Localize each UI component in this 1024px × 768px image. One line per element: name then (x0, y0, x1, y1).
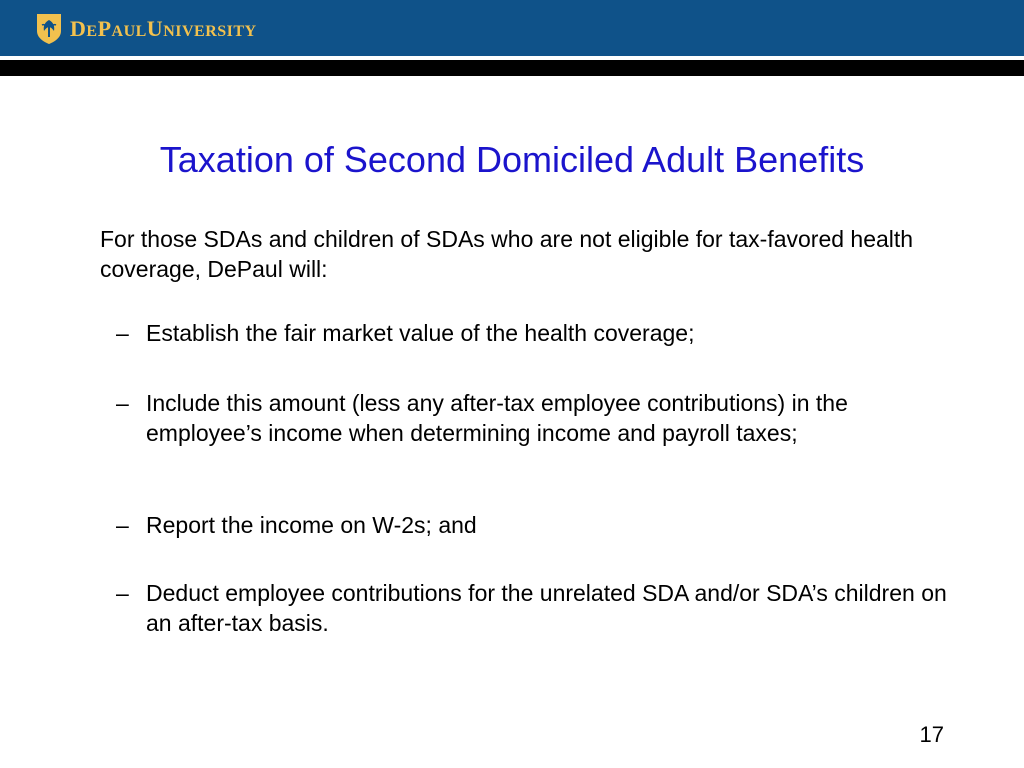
header-stripe (0, 60, 1024, 76)
logo-letters-aul: AUL (111, 23, 147, 40)
bullet-dash: – (116, 580, 129, 606)
bullet-text: Deduct employee contributions for the unrelated SDA and/or SDA’s children on an after-tax basis. (146, 580, 947, 636)
bullet-item (116, 388, 956, 448)
logo-wordmark (70, 18, 257, 40)
bullet-text: Include this amount (less any after-tax employee contributions) in the employee’s income when determining income and payroll taxes; (146, 390, 848, 446)
bullet-text: Report the income on W-2s; and (146, 512, 477, 538)
bullet-dash: – (116, 512, 129, 538)
university-logo[interactable] (36, 12, 257, 46)
bullet-text: Establish the fair market value of the health coverage; (146, 320, 695, 346)
bullet-item (116, 510, 956, 540)
bullet-item (116, 318, 956, 348)
slide-title: Taxation of Second Domiciled Adult Benefits (159, 139, 865, 180)
logo-letter-p: P (97, 16, 112, 41)
intro-paragraph: For those SDAs and children of SDAs who are not eligible for tax-favored health coverage, DePaul will: (100, 226, 914, 282)
page-number: 17 (919, 722, 944, 747)
depaul-shield-icon (36, 13, 62, 45)
logo-letter-u: U (146, 16, 164, 41)
logo-letter-e: E (86, 23, 98, 40)
bullet-dash: – (116, 320, 129, 346)
logo-letter-d: D (70, 16, 87, 41)
bullet-dash: – (116, 390, 129, 416)
bullet-item (116, 578, 956, 638)
logo-letters-niversity: NIVERSITY (163, 23, 257, 40)
